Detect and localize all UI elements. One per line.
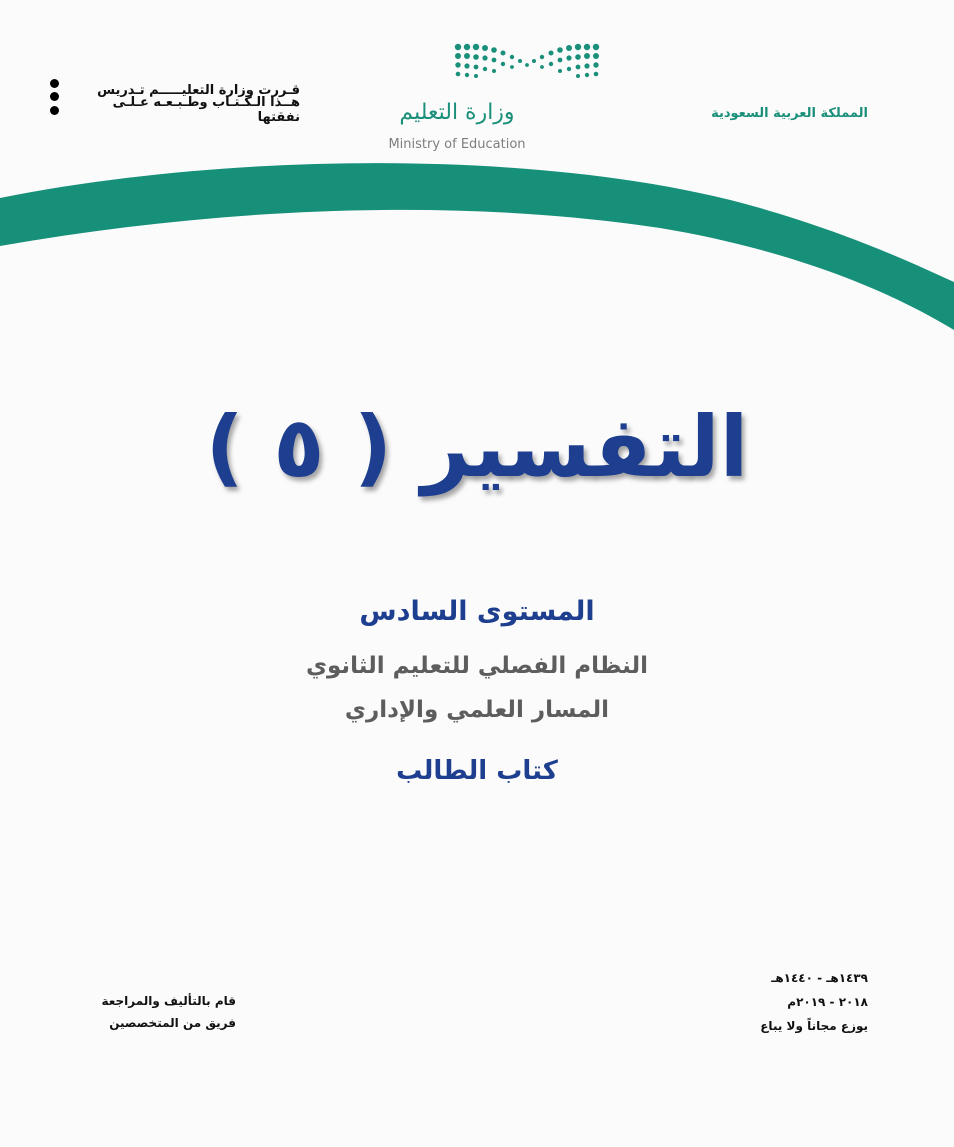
approval-text-2: هــذا الـكـتـاب وطـبـعـه عـلـى نفقتها — [112, 95, 300, 125]
education-system: النظام الفصلي للتعليم الثانوي — [305, 653, 649, 679]
approval-text-1: قـررت وزارة التعليـــــم تـدريس — [97, 82, 300, 98]
authors-line-1: قام بالتأليف والمراجعة — [101, 994, 236, 1008]
hijri-years: ١٤٣٩هـ - ١٤٤٠هـ — [771, 971, 868, 985]
approval-notice — [50, 80, 300, 125]
ministry-name-arabic: وزارة التعليم — [399, 100, 515, 125]
distribution-note: يوزع مجاناً ولا يباع — [760, 1019, 868, 1033]
ministry-name-english: Ministry of Education — [388, 137, 526, 152]
edition-info — [690, 966, 868, 1038]
bullet-icon — [50, 106, 59, 115]
academic-track: المسار العلمي والإداري — [344, 697, 610, 723]
approval-line — [50, 95, 300, 125]
book-title: التفسير ( ٥ ) — [205, 398, 749, 496]
authors-line-2: فريق من المتخصصين — [109, 1016, 236, 1030]
country-name: المملكة العربية السعودية — [711, 106, 868, 121]
book-level: المستوى السادس — [359, 596, 595, 627]
bullet-icon — [50, 79, 59, 101]
book-type: كتاب الطالب — [396, 756, 558, 786]
ministry-logo-icon — [452, 42, 602, 82]
authors-credit — [60, 990, 236, 1034]
gregorian-years: ٢٠١٨ - ٢٠١٩م — [787, 995, 868, 1009]
